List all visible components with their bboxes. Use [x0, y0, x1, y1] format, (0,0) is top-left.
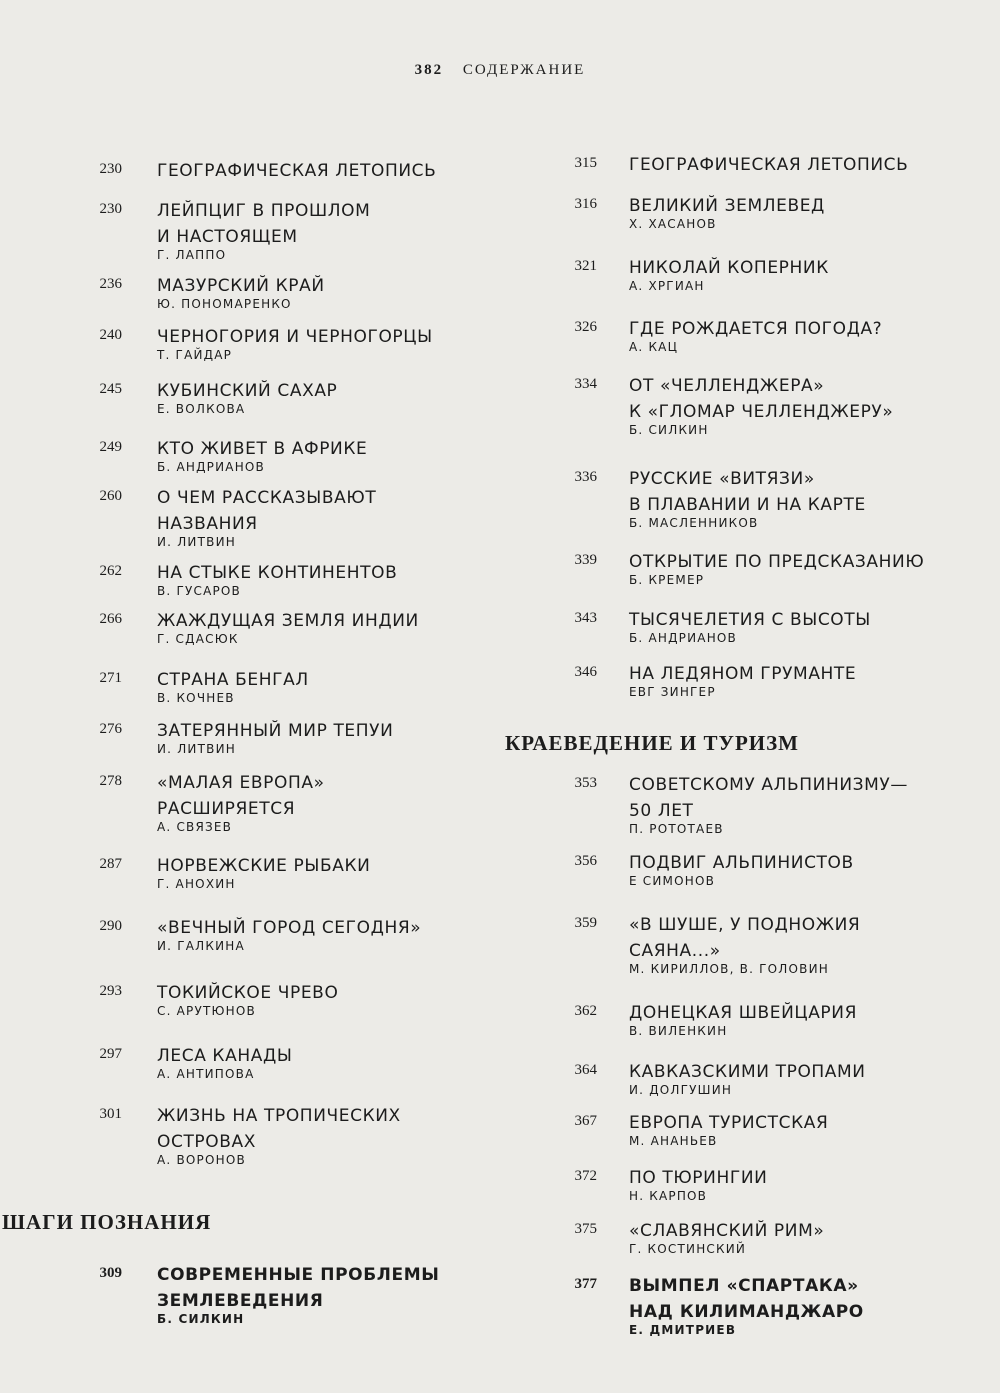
entry-author: А. АНТИПОВА: [157, 1067, 255, 1081]
entry-title: СТРАНА БЕНГАЛ: [157, 670, 309, 690]
entry-title: ТОКИЙСКОЕ ЧРЕВО: [157, 983, 339, 1003]
entry-author: Е. ВОЛКОВА: [157, 402, 246, 416]
entry-title: КУБИНСКИЙ САХАР: [157, 381, 338, 401]
entry-page-number: 240: [99, 327, 122, 343]
section-heading: ШАГИ ПОЗНАНИЯ: [2, 1210, 212, 1234]
entry-author: В. ВИЛЕНКИН: [629, 1024, 728, 1038]
entry-title: ГЕОГРАФИЧЕСКАЯ ЛЕТОПИСЬ: [157, 161, 437, 181]
entry-title: ОТКРЫТИЕ ПО ПРЕДСКАЗАНИЮ: [629, 552, 925, 572]
entry-title: ПОДВИГ АЛЬПИНИСТОВ: [629, 853, 854, 873]
entry-author: Е СИМОНОВ: [629, 874, 716, 888]
entry-title: НИКОЛАЙ КОПЕРНИК: [629, 258, 829, 278]
entry-title: НАД КИЛИМАНДЖАРО: [629, 1302, 864, 1322]
entry-title: «В ШУШЕ, У ПОДНОЖИЯ: [629, 915, 861, 935]
entry-author: В. ГУСАРОВ: [157, 584, 241, 598]
entry-author: Е. ДМИТРИЕВ: [629, 1323, 737, 1337]
entry-title: ГДЕ РОЖДАЕТСЯ ПОГОДА?: [629, 319, 883, 339]
entry-page-number: 230: [99, 201, 122, 217]
entry-title: ЖАЖДУЩАЯ ЗЕМЛЯ ИНДИИ: [157, 611, 419, 631]
entry-author: Б. СИЛКИН: [157, 1312, 245, 1326]
entry-author: П. РОТОТАЕВ: [629, 822, 724, 836]
entry-page-number: 276: [99, 721, 122, 737]
entry-title: «СЛАВЯНСКИЙ РИМ»: [629, 1221, 825, 1241]
entry-page-number: 315: [574, 155, 597, 171]
entry-title: ЗАТЕРЯННЫЙ МИР ТЕПУИ: [157, 721, 394, 741]
entry-page-number: 290: [99, 918, 122, 934]
entry-title: ЛЕСА КАНАДЫ: [157, 1046, 293, 1066]
entry-author: А. ВОРОНОВ: [157, 1153, 246, 1167]
entry-page-number: 297: [99, 1046, 122, 1062]
entry-title: РУССКИЕ «ВИТЯЗИ»: [629, 469, 815, 489]
entry-title: САЯНА...»: [629, 941, 721, 961]
entry-title: НОРВЕЖСКИЕ РЫБАКИ: [157, 856, 371, 876]
entry-title: «МАЛАЯ ЕВРОПА»: [157, 773, 325, 793]
entry-page-number: 321: [574, 258, 597, 274]
entry-page-number: 230: [99, 161, 122, 177]
entry-author: С. АРУТЮНОВ: [157, 1004, 256, 1018]
entry-page-number: 245: [99, 381, 122, 397]
entry-page-number: 278: [99, 773, 122, 789]
entry-page-number: 293: [99, 983, 122, 999]
entry-title: ВЫМПЕЛ «СПАРТАКА»: [629, 1276, 859, 1296]
entry-title: В ПЛАВАНИИ И НА КАРТЕ: [629, 495, 866, 515]
entry-title: К «ГЛОМАР ЧЕЛЛЕНДЖЕРУ»: [629, 402, 894, 422]
entry-page-number: 266: [99, 611, 122, 627]
entry-title: НА СТЫКЕ КОНТИНЕНТОВ: [157, 563, 398, 583]
entry-author: М. КИРИЛЛОВ, В. ГОЛОВИН: [629, 962, 829, 976]
entry-title: ЛЕЙПЦИГ В ПРОШЛОМ: [157, 201, 371, 221]
page-number: 382: [414, 62, 444, 78]
entry-title: КАВКАЗСКИМИ ТРОПАМИ: [629, 1062, 866, 1082]
entry-title: ОСТРОВАХ: [157, 1132, 257, 1152]
header-title: СОДЕРЖАНИЕ: [462, 62, 586, 78]
entry-author: М. АНАНЬЕВ: [629, 1134, 718, 1148]
entry-author: Н. КАРПОВ: [629, 1189, 708, 1203]
entry-author: Г. АНОХИН: [157, 877, 236, 891]
entry-title: «ВЕЧНЫЙ ГОРОД СЕГОДНЯ»: [157, 918, 422, 938]
entry-title: 50 ЛЕТ: [629, 801, 694, 821]
entry-title: И НАСТОЯЩЕМ: [157, 227, 298, 247]
entry-author: Б. МАСЛЕННИКОВ: [629, 516, 759, 530]
entry-page-number: 301: [99, 1106, 122, 1122]
entry-author: А. СВЯЗЕВ: [157, 820, 233, 834]
entry-title: НА ЛЕДЯНОМ ГРУМАНТЕ: [629, 664, 857, 684]
entry-author: А. КАЦ: [629, 340, 679, 354]
entry-page-number: 309: [99, 1265, 122, 1281]
entry-author: Б. АНДРИАНОВ: [629, 631, 737, 645]
entry-author: Х. ХАСАНОВ: [629, 217, 717, 231]
entry-page-number: 287: [99, 856, 122, 872]
entry-title: ЖИЗНЬ НА ТРОПИЧЕСКИХ: [157, 1106, 401, 1126]
entry-author: И. ДОЛГУШИН: [629, 1083, 733, 1097]
entry-author: Б. КРЕМЕР: [629, 573, 705, 587]
entry-page-number: 336: [574, 469, 597, 485]
entry-page-number: 260: [99, 488, 122, 504]
entry-title: ПО ТЮРИНГИИ: [629, 1168, 768, 1188]
entry-author: Ю. ПОНОМАРЕНКО: [157, 297, 292, 311]
entry-title: ГЕОГРАФИЧЕСКАЯ ЛЕТОПИСЬ: [629, 155, 909, 175]
entry-page-number: 346: [574, 664, 597, 680]
entry-page-number: 262: [99, 563, 122, 579]
entry-title: СОВЕТСКОМУ АЛЬПИНИЗМУ—: [629, 775, 908, 795]
entry-page-number: 343: [574, 610, 597, 626]
entry-page-number: 353: [574, 775, 597, 791]
section-heading: КРАЕВЕДЕНИЕ И ТУРИЗМ: [505, 731, 800, 755]
entry-title: ВЕЛИКИЙ ЗЕМЛЕВЕД: [629, 196, 825, 216]
entry-title: ЕВРОПА ТУРИСТСКАЯ: [629, 1113, 829, 1133]
entry-author: Г. СДАСЮК: [157, 632, 239, 646]
entry-page-number: 249: [99, 439, 122, 455]
entry-author: Б. СИЛКИН: [629, 423, 709, 437]
entry-title: О ЧЕМ РАССКАЗЫВАЮТ: [157, 488, 377, 508]
entry-author: Г. КОСТИНСКИЙ: [629, 1242, 747, 1256]
entry-title: ТЫСЯЧЕЛЕТИЯ С ВЫСОТЫ: [629, 610, 871, 630]
entry-author: Г. ЛАППО: [157, 248, 227, 262]
entry-page-number: 364: [574, 1062, 597, 1078]
entry-title: МАЗУРСКИЙ КРАЙ: [157, 276, 325, 296]
entry-author: Т. ГАЙДАР: [157, 348, 233, 362]
entry-title: ОТ «ЧЕЛЛЕНДЖЕРА»: [629, 376, 825, 396]
entry-page-number: 356: [574, 853, 597, 869]
entry-page-number: 372: [574, 1168, 597, 1184]
entry-title: ДОНЕЦКАЯ ШВЕЙЦАРИЯ: [629, 1003, 858, 1023]
entry-page-number: 326: [574, 319, 597, 335]
entry-page-number: 334: [574, 376, 597, 392]
entry-title: РАСШИРЯЕТСЯ: [157, 799, 296, 819]
entry-page-number: 362: [574, 1003, 597, 1019]
entry-page-number: 271: [99, 670, 122, 686]
entry-author: И. ЛИТВИН: [157, 535, 236, 549]
entry-author: А. ХРГИАН: [629, 279, 705, 293]
entry-page-number: 367: [574, 1113, 597, 1129]
entry-title: КТО ЖИВЕТ В АФРИКЕ: [157, 439, 368, 459]
entry-page-number: 339: [574, 552, 597, 568]
entry-page-number: 316: [574, 196, 597, 212]
entry-author: ЕВГ ЗИНГЕР: [629, 685, 716, 699]
entry-author: Б. АНДРИАНОВ: [157, 460, 265, 474]
entry-page-number: 377: [574, 1276, 597, 1292]
entry-author: В. КОЧНЕВ: [157, 691, 235, 705]
entry-title: СОВРЕМЕННЫЕ ПРОБЛЕМЫ: [157, 1265, 440, 1285]
entry-page-number: 375: [574, 1221, 597, 1237]
running-header: [0, 62, 1000, 79]
entry-page-number: 236: [99, 276, 122, 292]
entry-title: ЗЕМЛЕВЕДЕНИЯ: [157, 1291, 324, 1311]
entry-author: И. ГАЛКИНА: [157, 939, 245, 953]
entry-title: ЧЕРНОГОРИЯ И ЧЕРНОГОРЦЫ: [157, 327, 433, 347]
entry-author: И. ЛИТВИН: [157, 742, 236, 756]
entry-page-number: 359: [574, 915, 597, 931]
entry-title: НАЗВАНИЯ: [157, 514, 258, 534]
